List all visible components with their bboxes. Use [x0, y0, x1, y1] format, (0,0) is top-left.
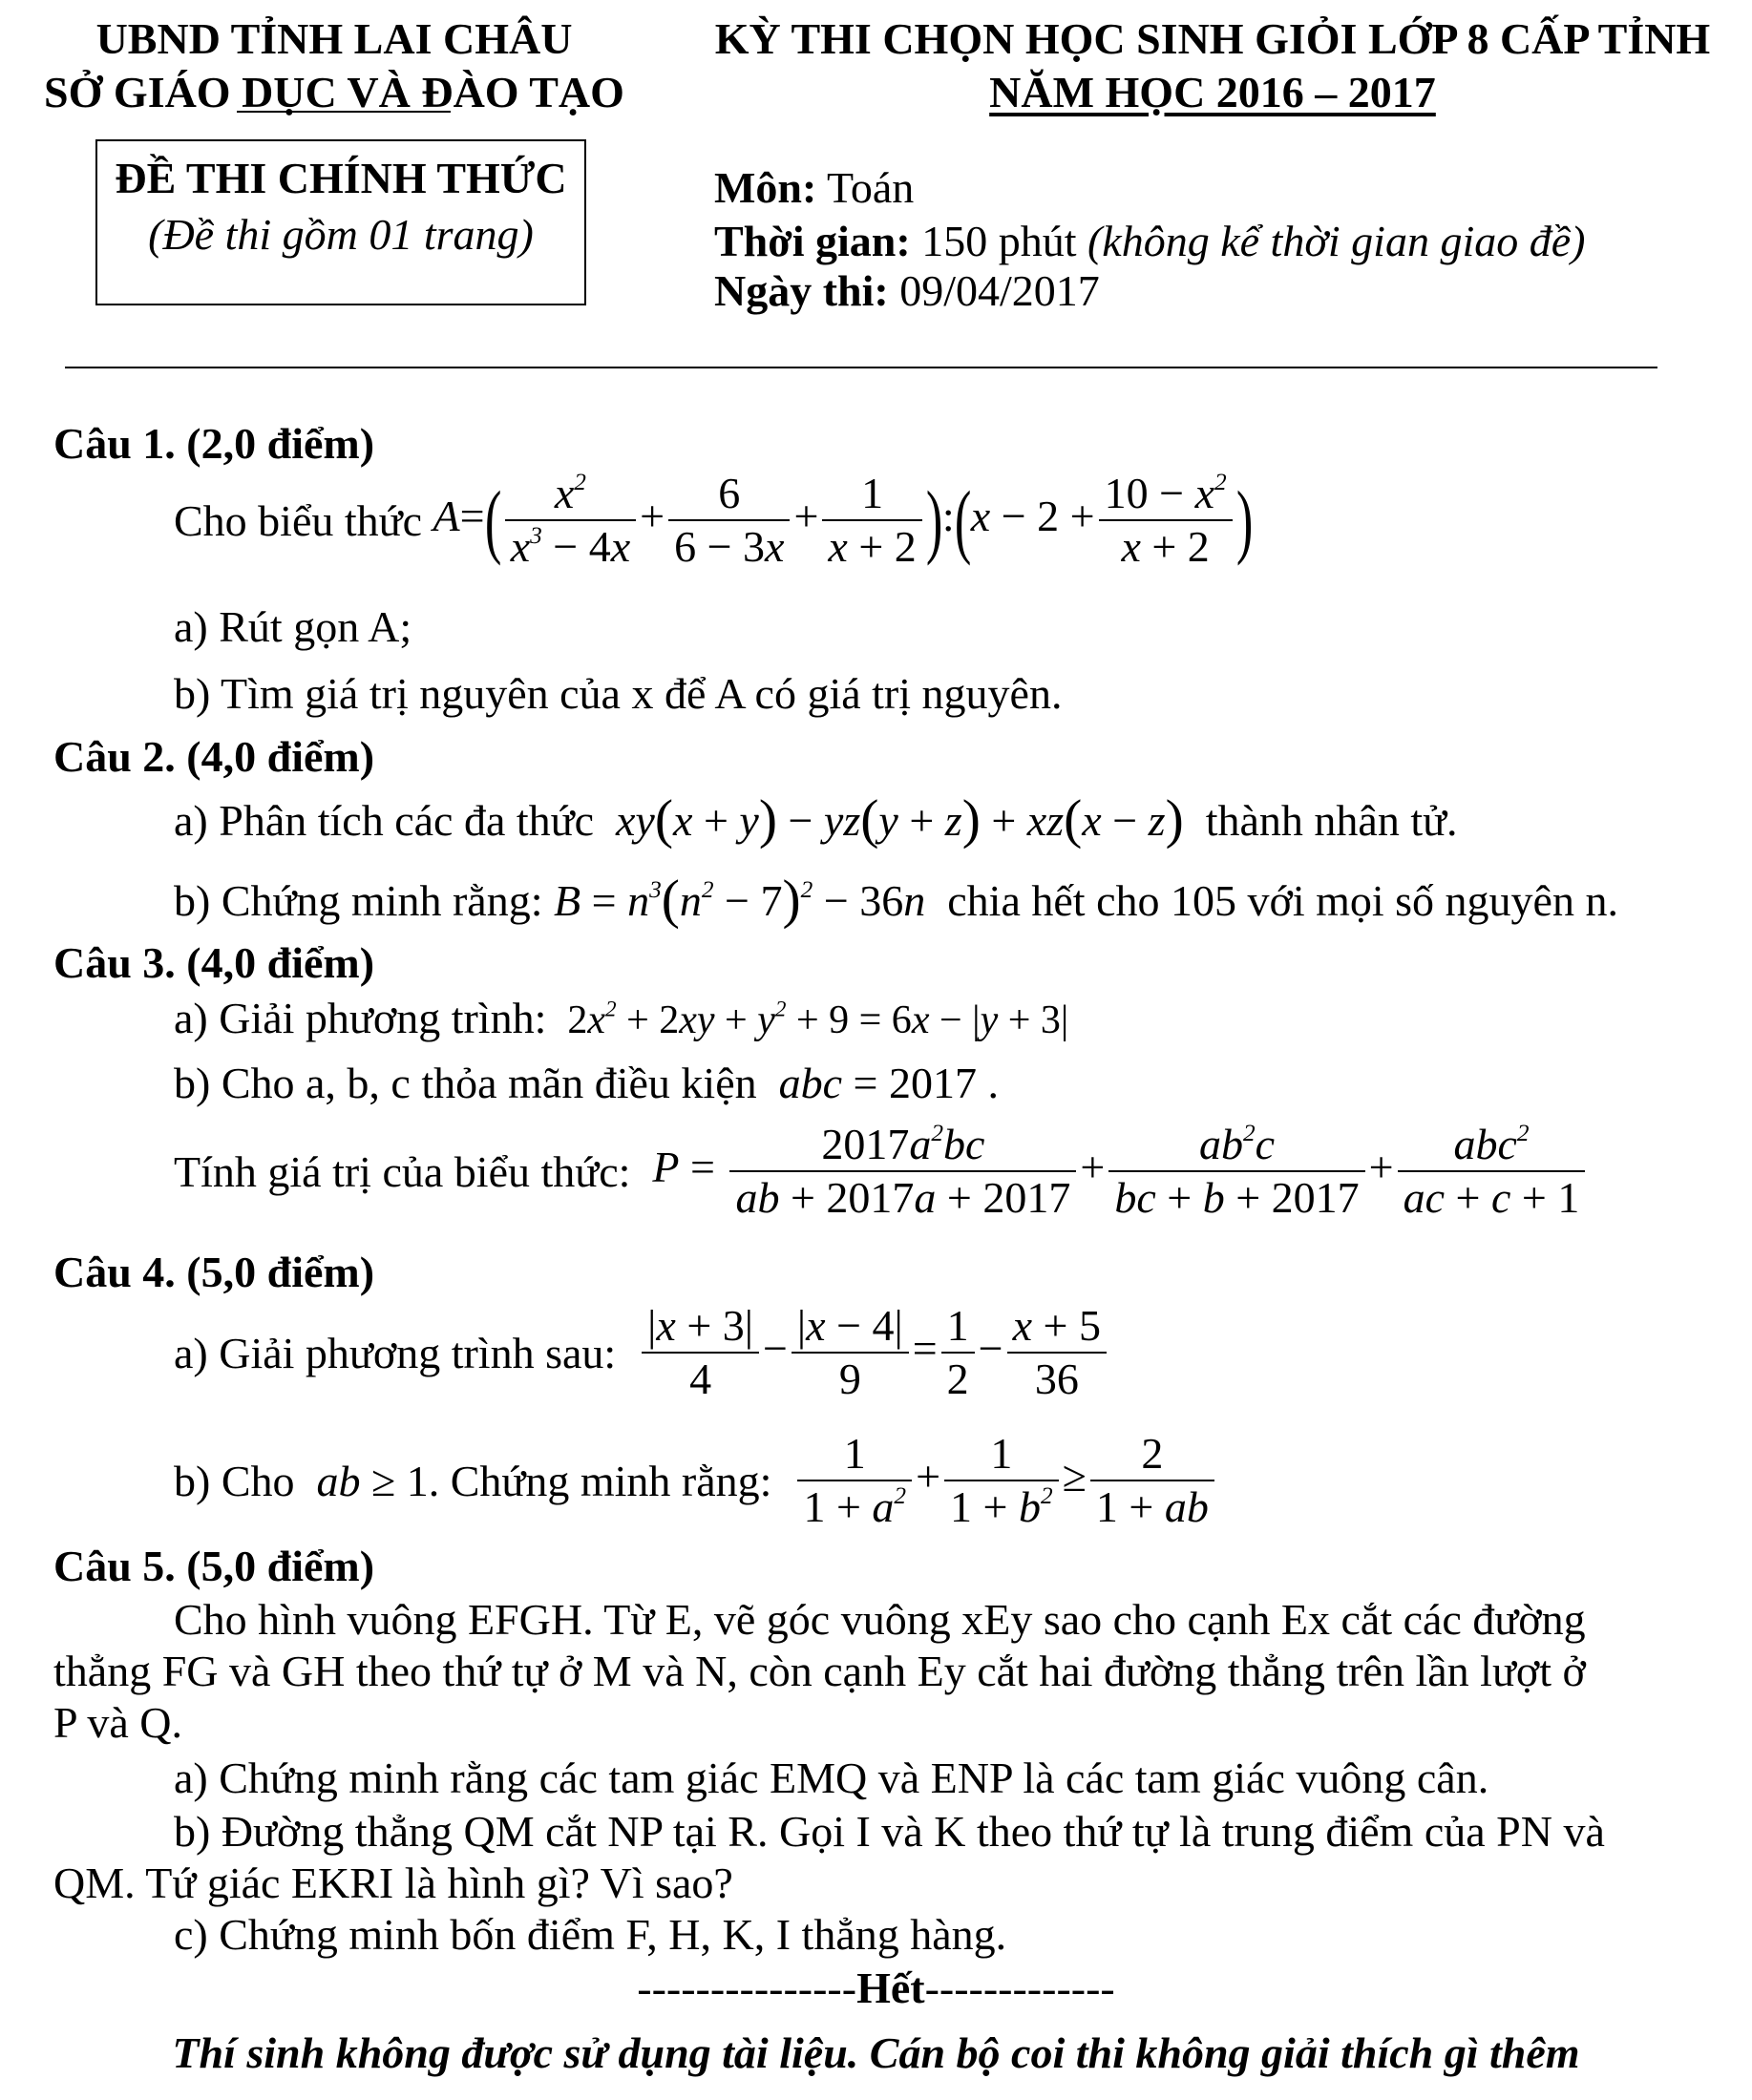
header-right-line2 — [702, 67, 1723, 117]
header-divider — [65, 367, 1657, 368]
end-marker — [0, 1963, 1752, 2013]
footer-note: Thí sinh không được sử dụng tài liệu. Cán bộ coi thi không giải thích gì thêm — [172, 2028, 1580, 2077]
q5-part-b2: QM. Tứ giác EKRI là hình gì? Vì sao? — [53, 1858, 733, 1907]
official-box-title: ĐỀ THI CHÍNH THỨC — [115, 154, 567, 202]
header-right-line2-text: NĂM HỌC 2016 – 2017 — [989, 68, 1436, 116]
q4-part-b-formula: $\frac{1}{1 + a^2}$ + $\frac{1}{1 + b^2}$ ≥ $\frac{2}{1 + ab}$ — [783, 1452, 1218, 1501]
q4-title: Câu 4. (5,0 điểm) — [53, 1248, 375, 1296]
time-label: Thời gian: — [714, 217, 911, 265]
subject-value: Toán — [827, 163, 915, 212]
q2-part-b-pre: b) Chứng minh rằng: — [174, 876, 543, 925]
header-left-line2-text: SỞ GIÁO DỤC VÀ ĐÀO TẠO — [44, 68, 624, 116]
header-right-line1: KỲ THI CHỌN HỌC SINH GIỎI LỚP 8 CẤP TỈNH — [714, 14, 1711, 63]
q2-part-b — [174, 869, 1618, 931]
q3-compute — [174, 1119, 1589, 1225]
q4-part-a-pre: a) Giải phương trình sau: — [174, 1328, 617, 1377]
q2-part-a — [174, 788, 1458, 850]
date-label: Ngày thi: — [714, 266, 889, 315]
date-value: 09/04/2017 — [899, 266, 1100, 315]
q1-formula: A=( $\frac{x^2}{x^3 - 4x}$ + $\frac{6}{6 - 3x}$ + $\frac{1}{x + 2}$ ):(x − 2 + $\frac{10 - x^2}{x + 2}$ ) — [433, 492, 1253, 540]
q2-part-b-formula: $B = n^3(n^2 - 7)^2 - 36n$ — [554, 870, 937, 930]
end-dashes-right: ------------- — [924, 1964, 1115, 2012]
q4-frac1: $\frac{|x + 3|}{4}$ — [642, 1300, 759, 1406]
q3-part-b-post: . — [987, 1059, 999, 1107]
subject-label: Môn: — [714, 163, 817, 212]
end-word: Hết — [856, 1964, 925, 2012]
q2-part-a-post: thành nhân tử. — [1205, 796, 1458, 845]
q2-part-a-formula: xy(x + y) − yz(y + z) + xz(x − z) — [604, 789, 1184, 850]
time-line — [714, 216, 1585, 266]
time-note: (không kể thời gian giao đề) — [1087, 217, 1586, 265]
q4-frac6: $\frac{1}{1 + b^2}$ — [944, 1428, 1059, 1534]
q3-part-a-pre: a) Giải phương trình: — [174, 994, 547, 1042]
q5-title: Câu 5. (5,0 điểm) — [53, 1542, 375, 1590]
header-left-line1: UBND TỈNH LAI CHÂU — [95, 14, 573, 63]
q4-part-a-formula: $\frac{|x + 3|}{4}$ − $\frac{|x - 4|}{9}$ = $\frac{1}{2}$ − $\frac{x + 5}{36}$ — [627, 1324, 1110, 1373]
q1-frac1: $\frac{x^2}{x^3 - 4x}$ — [505, 468, 636, 574]
q4-frac2: $\frac{|x - 4|}{9}$ — [792, 1300, 909, 1406]
q1-part-b: b) Tìm giá trị nguyên của x để A có giá trị nguyên. — [174, 669, 1063, 718]
q4-part-b-pre: b) Cho — [174, 1456, 295, 1505]
q4-frac5: $\frac{1}{1 + a^2}$ — [797, 1428, 912, 1534]
q1-intro: Cho biểu thức — [174, 495, 423, 545]
official-box-note: (Đề thi gồm 01 trang) — [148, 210, 534, 259]
q4-part-b-mid: . Chứng minh rằng: — [428, 1456, 772, 1505]
q5-part-a: a) Chứng minh rằng các tam giác EMQ và ENP là các tam giác vuông cân. — [174, 1754, 1489, 1802]
q5-p2: thẳng FG và GH theo thứ tự ở M và N, còn cạnh Ey cắt hai đường thẳng trên lần lượt ở — [53, 1647, 1586, 1695]
q2-title: Câu 2. (4,0 điểm) — [53, 732, 375, 781]
q3-compute-label: Tính giá trị của biểu thức: — [174, 1146, 631, 1196]
q3-frac2: $\frac{ab^2c}{bc + b + 2017}$ — [1108, 1119, 1364, 1225]
q5-p3: P và Q. — [53, 1698, 183, 1747]
q3-compute-formula: P = $\frac{2017a^2bc}{ab + 2017a + 2017}$ + $\frac{ab^2c}{bc + b + 2017}$ + $\frac{abc^2}{ac + c + 1}$ — [642, 1143, 1589, 1191]
q4-part-b-cond: ab ≥ 1 — [306, 1456, 429, 1505]
q1-frac2: $\frac{6}{6 - 3x}$ — [668, 468, 790, 574]
q4-frac3: $\frac{1}{2}$ — [941, 1300, 975, 1406]
header-left-underline — [237, 111, 451, 113]
q1-frac3: $\frac{1}{x + 2}$ — [822, 468, 921, 574]
q4-part-a — [174, 1300, 1110, 1406]
q1-title: Câu 1. (2,0 điểm) — [53, 419, 375, 468]
q1-expression-line — [174, 468, 1253, 574]
q5-part-b1: b) Đường thẳng QM cắt NP tại R. Gọi I và K theo thứ tự là trung điểm của PN và — [174, 1807, 1605, 1856]
q3-part-a — [174, 993, 1068, 1043]
q4-part-b — [174, 1428, 1218, 1534]
q5-p1: Cho hình vuông EFGH. Từ E, vẽ góc vuông xEy sao cho cạnh Ex cắt các đường — [174, 1595, 1586, 1644]
subject-line — [714, 162, 914, 213]
q5-part-c: c) Chứng minh bốn điểm F, H, K, I thẳng hàng. — [174, 1910, 1007, 1959]
q4-frac4: $\frac{x + 5}{36}$ — [1007, 1300, 1107, 1406]
q3-frac1: $\frac{2017a^2bc}{ab + 2017a + 2017}$ — [729, 1119, 1076, 1225]
q1-part-a: a) Rút gọn A; — [174, 602, 412, 651]
q2-part-a-pre: a) Phân tích các đa thức — [174, 796, 595, 845]
time-value: 150 phút — [921, 217, 1077, 265]
date-line — [714, 265, 1100, 316]
q3-part-b-pre: b) Cho a, b, c thỏa mãn điều kiện — [174, 1059, 757, 1107]
end-dashes-left: --------------- — [637, 1964, 857, 2012]
q2-part-b-post: chia hết cho 105 với mọi số nguyên n. — [947, 876, 1618, 925]
official-box — [95, 139, 586, 305]
q1-frac4: $\frac{10 - x^2}{x + 2}$ — [1099, 468, 1233, 574]
q3-part-a-formula: $2x^2 + 2xy + y^2 + 9 = 6x - |y + 3|$ — [567, 996, 1069, 1042]
q3-title: Câu 3. (4,0 điểm) — [53, 938, 375, 987]
q4-frac7: $\frac{2}{1 + ab}$ — [1090, 1428, 1214, 1534]
q3-part-b-formula: abc = 2017 — [768, 1059, 977, 1107]
q3-part-b — [174, 1058, 999, 1108]
q3-frac3: $\frac{abc^2}{ac + c + 1}$ — [1398, 1119, 1586, 1225]
